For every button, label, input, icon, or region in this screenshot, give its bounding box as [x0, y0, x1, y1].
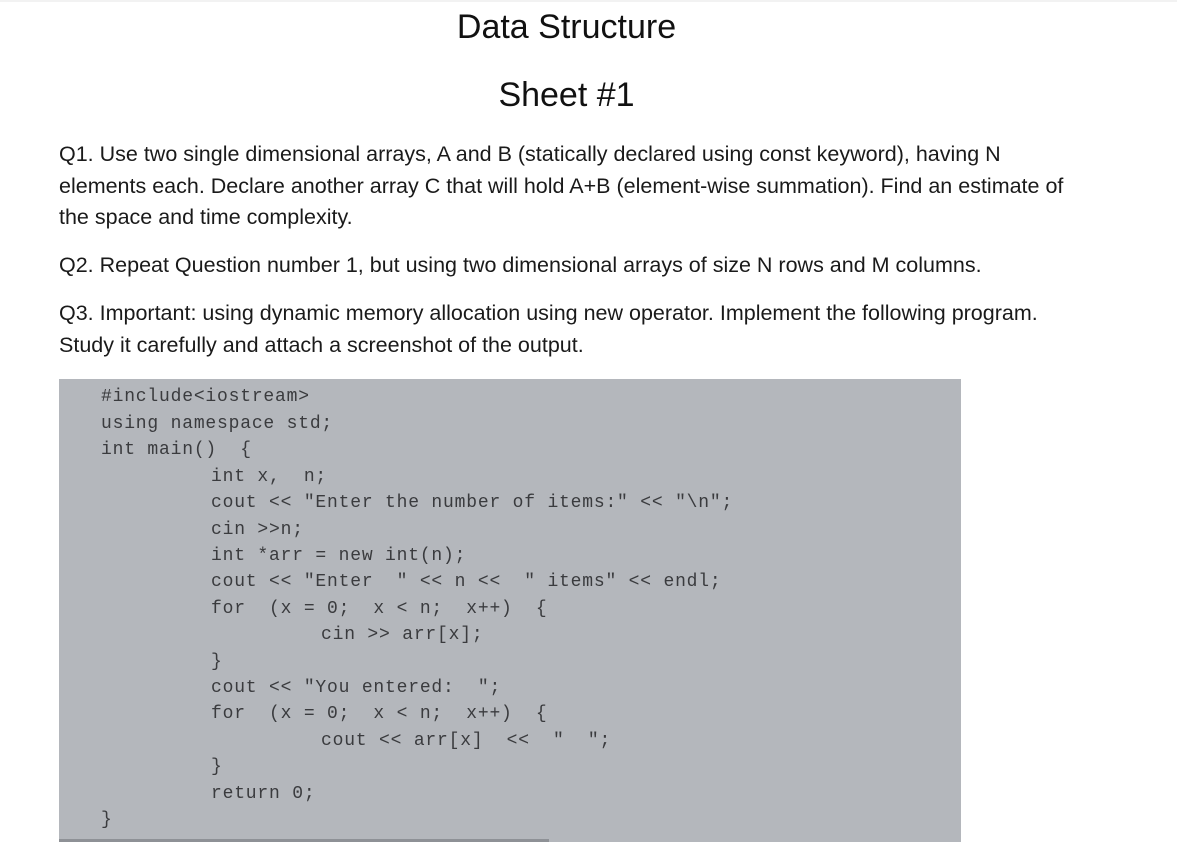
- document-title: Data Structure: [456, 8, 677, 46]
- code-line: cout << "Enter the number of items:" << "\n";: [211, 493, 734, 513]
- page-top-edge: [0, 0, 1177, 2]
- code-line: #include<iostream>: [101, 387, 310, 407]
- code-line: }: [211, 652, 223, 672]
- code-line: int main() {: [101, 440, 252, 460]
- code-line: cin >>n;: [211, 520, 304, 540]
- code-line: int x, n;: [211, 467, 328, 487]
- document-subtitle: Sheet #1: [498, 76, 635, 114]
- code-line: int *arr = new int(n);: [211, 546, 467, 566]
- question-2: Q2. Repeat Question number 1, but using two dimensional arrays of size N rows and M columns.: [59, 253, 982, 277]
- question-3: Q3. Important: using dynamic memory allocation using new operator. Implement the following program. Study it carefully and attach a screenshot of the output.: [59, 301, 1038, 357]
- code-line: cout << "You entered: ";: [211, 678, 502, 698]
- code-line: cin >> arr[x];: [321, 625, 484, 645]
- code-line: for (x = 0; x < n; x++) {: [211, 599, 548, 619]
- code-screenshot: [59, 379, 961, 842]
- code-line: for (x = 0; x < n; x++) {: [211, 704, 548, 724]
- code-line: return 0;: [211, 784, 316, 804]
- code-line: using namespace std;: [101, 414, 334, 434]
- code-line: }: [211, 757, 223, 777]
- question-1: Q1. Use two single dimensional arrays, A and B (statically declared using const keyword), having N elements each. Declare another array C that will hold A+B (element-wise summation). Find an estimate of the space and time complexity.: [59, 142, 1064, 229]
- code-line: cout << arr[x] << " ";: [321, 731, 612, 751]
- code-line: }: [101, 810, 113, 830]
- code-line: cout << "Enter " << n << " items" << endl;: [211, 572, 722, 592]
